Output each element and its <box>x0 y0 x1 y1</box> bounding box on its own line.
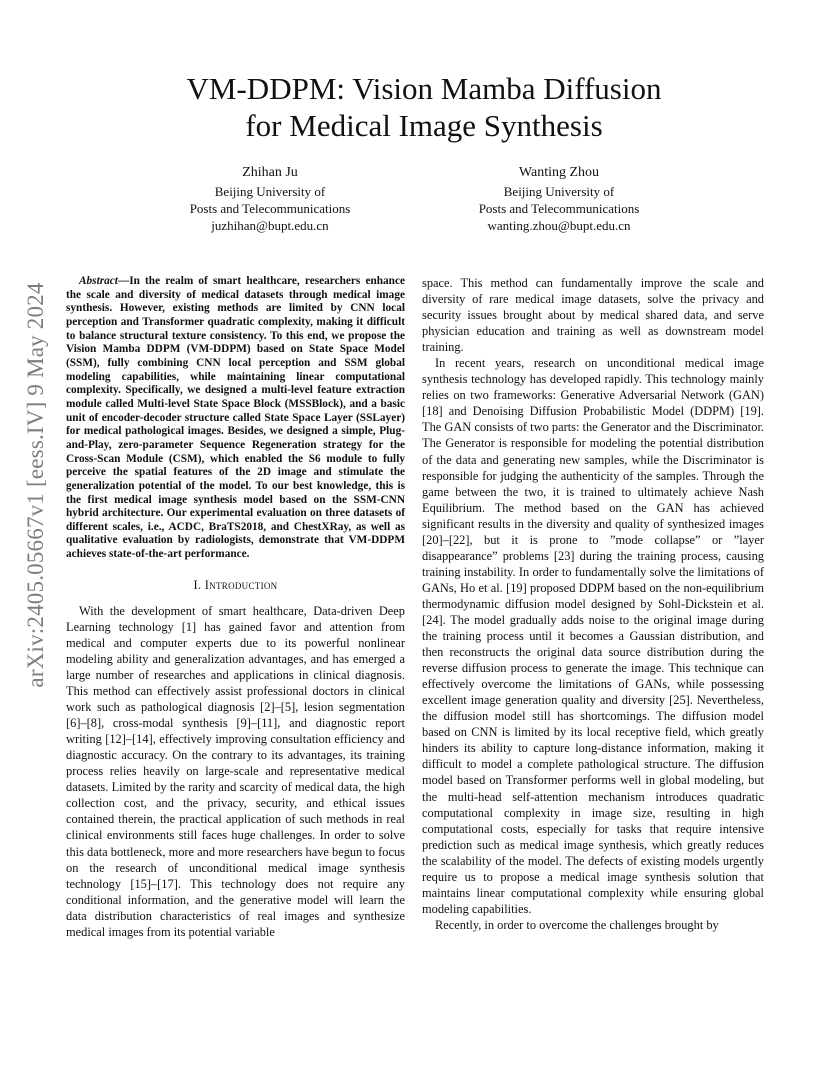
abstract <box>66 275 405 562</box>
arxiv-identifier: arXiv:2405.05667v1 [eess.IV] 9 May 2024 <box>23 282 48 688</box>
author-affiliation: Beijing University of <box>214 184 326 199</box>
author-affiliation: Posts and Telecommunications <box>478 201 640 216</box>
title-line-2: for Medical Image Synthesis <box>245 108 603 143</box>
intro-paragraph-2: In recent years, research on unconditional medical image synthesis technology has developed rapidly. This technology mainly relies on two frameworks: Generative Adversarial Network (GAN) [18] and Denoising Diffusion Probabilistic Model (DDPM) [19]. The GAN consists of two parts: the Generator and the Discriminator. The Generator is responsible for modeling the potential distribution of the data and generating new samples, while the Discriminator is responsible for judging the authenticity of the samples. Through the game between the two, it is trained to ultimately achieve Nash Equilibrium. The method based on the GAN has achieved significant results in the diversity and quality of synthesized images [20]–[22], but it is prone to ”mode collapse” or ”layer disappearance” problems [23] during the training process, causing training instability. In order to fundamentally solve the limitations of GANs, Ho et al. [19] proposed DDPM based on the non-equilibrium thermodynamic diffusion model designed by Sohl-Dickstein et al. [24]. The model gradually adds noise to the original image during the training process until it becomes a Gaussian distribution, and then reconstructs the original data source distribution during the reverse diffusion process to generate the image. This technique can effectively overcome the limitations of GANs, while possessing excellent image generation quality and diversity [25]. Nevertheless, the diffusion model still has shortcomings. The diffusion model based on CNN is limited by its local receptive field, which greatly hinders its ability to capture long-distance information, making it difficult to model a complete pathological structure. The diffusion model based on Transformer performs well in global modeling, but the multi-head self-attention mechanism introduces quadratic computational complexity in image size, resulting in high computational costs, especially for tasks that require intensive prediction such as medical image synthesis, which greatly reduces the scalability of the model. The defects of existing models urgently require us to propose a medical image synthesis solution that maintains linear computational complexity while ensuring global modeling capabilities. <box>422 356 764 916</box>
author-affiliation: Posts and Telecommunications <box>189 201 351 216</box>
left-column <box>66 275 405 940</box>
arxiv-stamp <box>0 0 68 1072</box>
intro-paragraph-3: Recently, in order to overcome the challenges brought by <box>435 917 719 932</box>
abstract-label: Abstract <box>79 275 118 287</box>
right-column <box>422 275 764 933</box>
author-name: Zhihan Ju <box>242 165 298 180</box>
author-name: Wanting Zhou <box>518 165 600 180</box>
author-affiliation: Beijing University of <box>503 184 615 199</box>
author-email: wanting.zhou@bupt.edu.cn <box>487 218 631 233</box>
section-numeral: I. <box>193 577 205 592</box>
author-block-1 <box>140 164 400 234</box>
intro-paragraph-1-continued: space. This method can fundamentally improve the scale and diversity of rare medical image datasets, solve the privacy and security issues brought about by medical shared data, and serve physician education and training as well as downstream model training. <box>422 276 764 355</box>
title-line-1: VM-DDPM: Vision Mamba Diffusion <box>186 71 662 106</box>
author-block-2 <box>429 164 689 234</box>
section-heading-introduction <box>66 577 405 593</box>
paper-title <box>120 70 728 144</box>
abstract-text: —In the realm of smart healthcare, researchers enhance the scale and diversity of medical datasets through medical image synthesis. However, existing methods are limited by CNN local perception and Transformer quadratic complexity, making it difficult to balance structural texture consistency. To this end, we propose the Vision Mamba DDPM (VM-DDPM) based on State Space Model (SSM), fully combining CNN local perception and SSM global modeling capabilities, while maintaining linear computational complexity. Specifically, we designed a multi-level feature extraction module called Multi-level State Space Block (MSSBlock), and a basic unit of encoder-decoder structure called State Space Layer (SSLayer) for medical pathological images. Besides, we designed a simple, Plug-and-Play, zero-parameter Sequence Regeneration strategy for the Cross-Scan Module (CSM), which enabled the S6 module to fully perceive the spatial features of the 2D image and stimulate the generalization potential of the model. To our best knowledge, this is the first medical image synthesis model based on the SSM-CNN hybrid architecture. Our experimental evaluation on three datasets of different scales, i.e., ACDC, BraTS2018, and ChestXRay, as well as qualitative evaluation by radiologists, demonstrate that VM-DDPM achieves state-of-the-art performance. <box>66 275 405 561</box>
section-title: Introduction <box>204 577 278 592</box>
author-email: juzhihan@bupt.edu.cn <box>211 218 329 233</box>
intro-paragraph-1: With the development of smart healthcare, Data-driven Deep Learning technology [1] has gained favor and attention from medical and computer experts due to its powerful nonlinear modeling ability and generalization advantages, and has emerged a large number of researches and applications in clinical diagnosis. This method can effectively assist professional doctors in clinical work such as pathological diagnosis [2]–[5], lesion segmentation [6]–[8], cross-modal synthesis [9]–[11], and diagnostic report writing [12]–[14], effectively improving consultation efficiency and diagnostic accuracy. On the contrary to its advantages, its training process relies heavily on large-scale and representative medical datasets. Limited by the rarity and scarcity of medical data, the high collection cost, and the privacy, security, and ethical issues contained therein, the practical application of such methods in real clinical environments still faces huge challenges. In order to solve this data bottleneck, more and more researchers have begun to focus on the research of unconditional medical image synthesis technology [15]–[17]. This technology does not require any conditional information, and the generative model will learn the data distribution characteristics of real images and synthesize medical images from its potential variable <box>66 603 405 939</box>
